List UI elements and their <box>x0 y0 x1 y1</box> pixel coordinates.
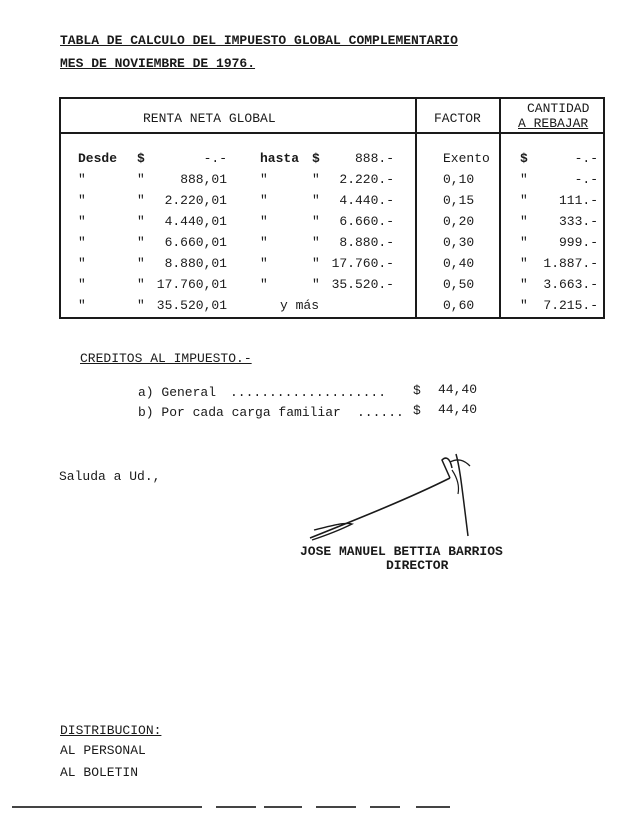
row-currency: " <box>312 193 320 208</box>
row-desde: " <box>78 235 86 250</box>
row-to-amount: 8.880.- <box>339 235 394 250</box>
row-to-amount: 6.660.- <box>339 214 394 229</box>
creditos-title: CREDITOS AL IMPUESTO.- <box>80 351 252 366</box>
row-desde: Desde <box>78 151 118 166</box>
signatory-name: JOSE MANUEL BETTIA BARRIOS <box>300 544 503 559</box>
row-currency: " <box>137 256 145 271</box>
row-from-amount: 2.220,01 <box>164 193 227 208</box>
signatory-title: DIRECTOR <box>386 558 449 573</box>
row-factor: 0,40 <box>443 256 475 271</box>
row-currency: " <box>520 298 528 313</box>
document-subtitle: MES DE NOVIEMBRE DE 1976. <box>60 56 256 71</box>
row-currency: " <box>137 298 145 313</box>
row-y-mas: y más <box>280 298 320 313</box>
credit-carga-familiar-label: b) Por cada carga familiar <box>138 405 341 420</box>
credit-general-label: a) General <box>138 385 217 400</box>
table-row <box>0 193 644 214</box>
row-currency: " <box>520 193 528 208</box>
row-desde: " <box>78 172 86 187</box>
row-currency: " <box>520 277 528 292</box>
row-desde: " <box>78 214 86 229</box>
row-currency: " <box>137 277 145 292</box>
row-factor: 0,20 <box>443 214 475 229</box>
row-currency: " <box>137 193 145 208</box>
header-factor: FACTOR <box>434 111 481 126</box>
row-currency: " <box>520 235 528 250</box>
table-row <box>0 277 644 298</box>
currency-symbol: $ <box>413 383 421 398</box>
closing-greeting: Saluda a Ud., <box>59 469 161 484</box>
row-currency: " <box>312 256 320 271</box>
row-factor: Exento <box>443 151 490 166</box>
row-from-amount: 4.440,01 <box>164 214 227 229</box>
row-hasta: " <box>260 256 268 271</box>
row-factor: 0,60 <box>443 298 475 313</box>
row-hasta: " <box>260 277 268 292</box>
row-desde: " <box>78 298 86 313</box>
table-row <box>0 172 644 193</box>
header-cantidad: CANTIDAD <box>527 101 590 116</box>
row-factor: 0,15 <box>443 193 475 208</box>
header-a-rebajar: A REBAJAR <box>518 116 589 131</box>
row-to-amount: 888.- <box>354 151 394 166</box>
distribution-item: AL BOLETIN <box>60 765 139 780</box>
credit-general-value: 44,40 <box>438 382 478 397</box>
row-desde: " <box>78 277 86 292</box>
row-hasta: " <box>260 172 268 187</box>
table-row <box>0 151 644 172</box>
handwritten-signature <box>300 448 500 548</box>
leader-dots: .................... <box>230 385 387 400</box>
row-from-amount: 8.880,01 <box>164 256 227 271</box>
row-currency: $ <box>312 151 320 166</box>
row-to-amount: 35.520.- <box>331 277 394 292</box>
row-to-amount: 4.440.- <box>339 193 394 208</box>
row-rebate-amount: 1.887.- <box>543 256 598 271</box>
table-row <box>0 298 644 319</box>
row-hasta: " <box>260 214 268 229</box>
row-factor: 0,30 <box>443 235 475 250</box>
row-from-amount: 35.520,01 <box>156 298 227 313</box>
row-rebate-amount: -.- <box>574 151 598 166</box>
row-rebate-amount: 7.215.- <box>543 298 598 313</box>
row-desde: " <box>78 193 86 208</box>
row-hasta: " <box>260 235 268 250</box>
leader-dots: ...... <box>357 405 404 420</box>
table-row <box>0 214 644 235</box>
row-currency: " <box>137 172 145 187</box>
table-row <box>0 235 644 256</box>
row-currency: " <box>312 172 320 187</box>
row-desde: " <box>78 256 86 271</box>
row-factor: 0,50 <box>443 277 475 292</box>
credit-carga-familiar-value: 44,40 <box>438 402 478 417</box>
row-from-amount: 6.660,01 <box>164 235 227 250</box>
row-rebate-amount: 999.- <box>558 235 598 250</box>
distribution-item: AL PERSONAL <box>60 743 146 758</box>
row-currency: " <box>312 214 320 229</box>
row-currency: $ <box>520 151 528 166</box>
row-currency: " <box>137 235 145 250</box>
row-currency: " <box>312 235 320 250</box>
header-renta-neta-global: RENTA NETA GLOBAL <box>143 111 276 126</box>
row-currency: " <box>137 214 145 229</box>
row-rebate-amount: -.- <box>574 172 598 187</box>
row-currency: " <box>520 172 528 187</box>
table-header-rule <box>59 132 605 134</box>
table-row <box>0 256 644 277</box>
distribution-title: DISTRIBUCION: <box>60 723 162 738</box>
document-title: TABLA DE CALCULO DEL IMPUESTO GLOBAL COMPLEMENTARIO <box>60 33 458 48</box>
row-rebate-amount: 111.- <box>558 193 598 208</box>
row-factor: 0,10 <box>443 172 475 187</box>
row-hasta: hasta <box>260 151 300 166</box>
row-currency: $ <box>137 151 145 166</box>
row-to-amount: 2.220.- <box>339 172 394 187</box>
row-currency: " <box>520 214 528 229</box>
row-rebate-amount: 333.- <box>558 214 598 229</box>
row-to-amount: 17.760.- <box>331 256 394 271</box>
row-currency: " <box>520 256 528 271</box>
row-currency: " <box>312 277 320 292</box>
row-hasta: " <box>260 193 268 208</box>
currency-symbol: $ <box>413 403 421 418</box>
row-from-amount: 888,01 <box>180 172 227 187</box>
row-rebate-amount: 3.663.- <box>543 277 598 292</box>
row-from-amount: -.- <box>203 151 227 166</box>
row-from-amount: 17.760,01 <box>156 277 227 292</box>
